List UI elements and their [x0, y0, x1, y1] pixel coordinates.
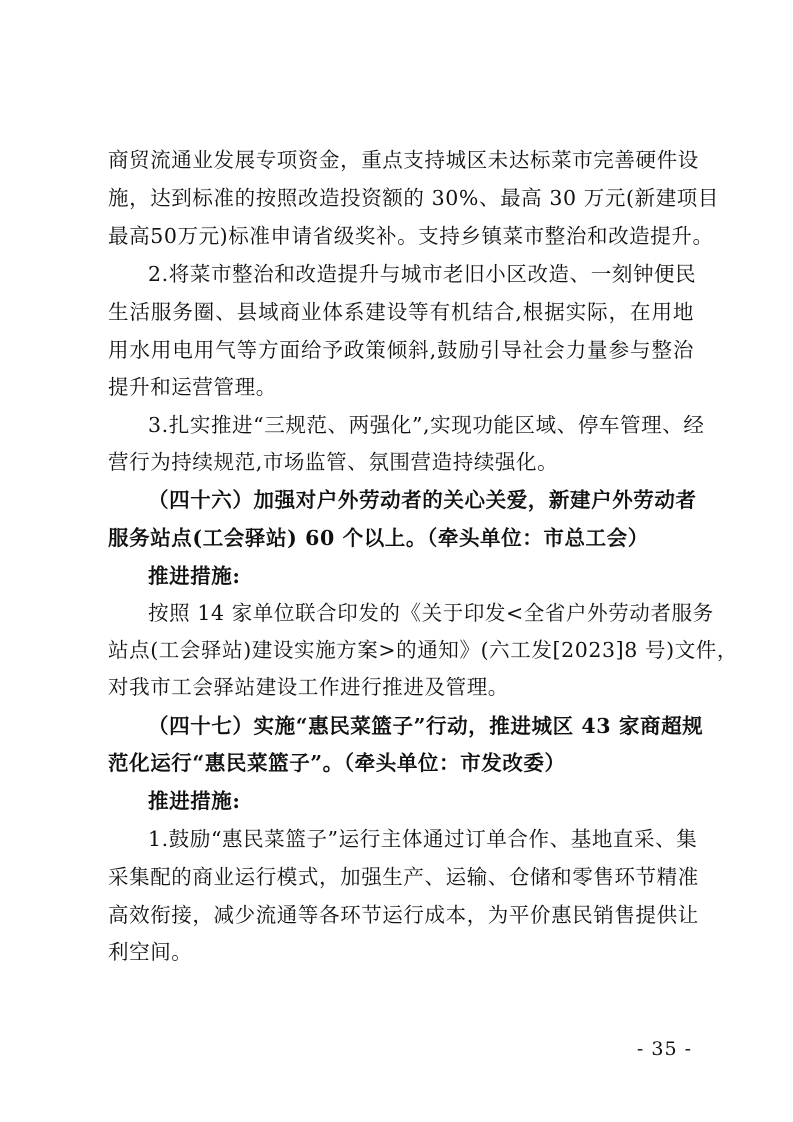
paragraph-line: 站点(工会驿站)建设实施方案>的通知》(六工发[2023]8 号)文件，: [108, 638, 738, 662]
section-heading-line: 服务站点(工会驿站) 60 个以上。（牵头单位：市总工会）: [108, 526, 649, 550]
paragraph-line: 高效衔接，减少流通等各环节运行成本，为平价惠民销售提供让: [108, 903, 699, 927]
subheading: 推进措施:: [148, 564, 241, 588]
section-heading-line: （四十六）加强对户外劳动者的关心关爱，新建户外劳动者: [148, 488, 697, 512]
paragraph-line: 生活服务圈、县域商业体系建设等有机结合,根据实际，在用地: [108, 300, 694, 324]
paragraph-line: 2.将菜市整治和改造提升与城市老旧小区改造、一刻钟便民: [148, 262, 697, 286]
paragraph-line: 按照 14 家单位联合印发的《关于印发<全省户外劳动者服务: [148, 601, 714, 625]
paragraph-line: 提升和运营管理。: [108, 375, 277, 399]
paragraph-line: 采集配的商业运行模式，加强生产、运输、仓储和零售环节精准: [108, 865, 699, 889]
section-heading-line: 范化运行“惠民菜篮子”。（牵头单位：市发改委）: [108, 751, 566, 775]
paragraph-line: 最高50万元)标准申请省级奖补。支持乡镇菜市整治和改造提升。: [108, 224, 714, 248]
section-heading-line: （四十七）实施“惠民菜篮子”行动，推进城区 43 家商超规: [148, 714, 704, 738]
paragraph-line: 3.扎实推进“三规范、两强化”,实现功能区域、停车管理、经: [148, 413, 705, 437]
paragraph-line: 商贸流通业发展专项资金，重点支持城区未达标菜市完善硬件设: [108, 148, 699, 172]
paragraph-line: 1.鼓励“惠民菜篮子”运行主体通过订单合作、基地直采、集: [148, 827, 698, 851]
paragraph-line: 营行为持续规范,市场监管、氛围营造持续强化。: [108, 450, 559, 474]
paragraph-line: 利空间。: [108, 940, 193, 964]
paragraph-line: 用水用电用气等方面给予政策倾斜,鼓励引导社会力量参与整治: [108, 338, 694, 362]
paragraph-line: 施，达到标准的按照改造投资额的 30%、最高 30 万元(新建项目: [108, 186, 719, 210]
subheading: 推进措施:: [148, 789, 241, 813]
paragraph-line: 对我市工会驿站建设工作进行推进及管理。: [108, 675, 509, 699]
page-number: - 35 -: [636, 1038, 692, 1060]
